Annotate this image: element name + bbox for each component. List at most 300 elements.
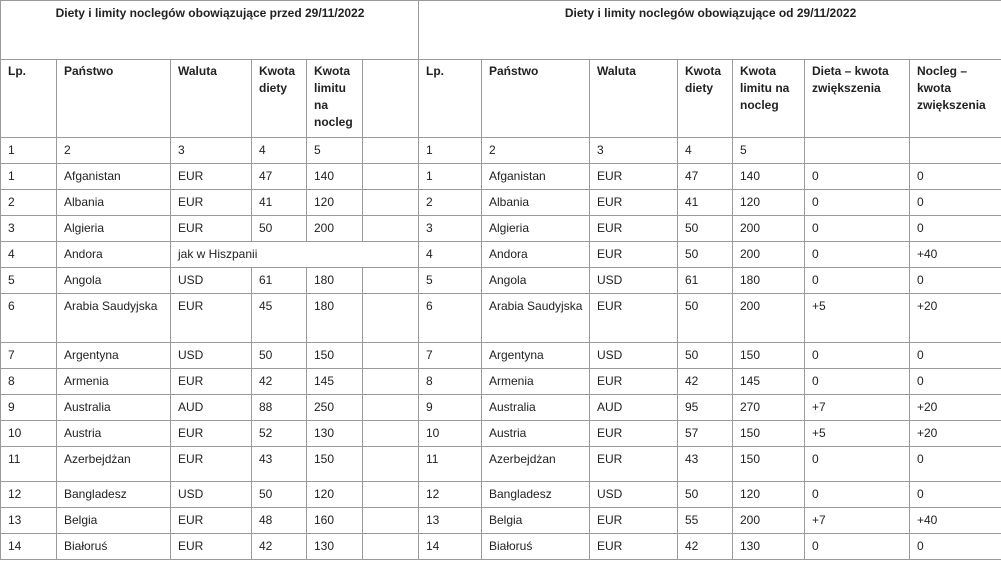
table-cell <box>57 508 171 534</box>
cell-text: 140 <box>740 169 761 183</box>
table-cell <box>590 508 678 534</box>
cell-text: 0 <box>812 247 819 261</box>
cell-text: +20 <box>917 426 938 440</box>
table-cell <box>171 421 252 447</box>
table-cell <box>1 447 57 482</box>
title-after-text: Diety i limity noclegów obowiązujące od 29/11/2022 <box>564 6 857 20</box>
table-cell <box>590 343 678 369</box>
table-cell <box>482 138 590 164</box>
table-cell <box>910 294 1001 343</box>
cell-text: EUR <box>597 169 623 183</box>
cell-text: Australia <box>489 400 536 414</box>
cell-text: 5 <box>314 143 321 157</box>
table-cell <box>482 216 590 242</box>
table-cell <box>733 164 805 190</box>
merged-cell <box>171 242 419 268</box>
cell-text: Afganistan <box>489 169 546 183</box>
cell-text: Arabia Saudyjska <box>64 299 158 313</box>
header-cell <box>252 60 307 138</box>
cell-text: EUR <box>597 513 623 527</box>
cell-text: Belgia <box>489 513 523 527</box>
table-cell <box>252 164 307 190</box>
cell-text: 11 <box>8 452 21 466</box>
header-cell <box>733 60 805 138</box>
cell-text: Azerbejdżan <box>64 452 131 466</box>
table-cell <box>252 268 307 294</box>
cell-text <box>363 482 418 490</box>
cell-text: 150 <box>314 348 335 362</box>
cell-text: 180 <box>314 273 335 287</box>
table-cell <box>419 164 482 190</box>
cell-text: 88 <box>259 400 273 414</box>
table-cell <box>419 421 482 447</box>
cell-text <box>363 216 418 224</box>
table-cell <box>678 343 733 369</box>
table-cell <box>307 343 363 369</box>
cell-text: Belgia <box>64 513 98 527</box>
table-cell <box>733 343 805 369</box>
cell-text: EUR <box>597 221 623 235</box>
table-cell <box>910 534 1001 560</box>
cell-text: Afganistan <box>64 169 121 183</box>
cell-text: EUR <box>178 513 204 527</box>
spacer-cell <box>363 343 419 369</box>
table-cell <box>910 216 1001 242</box>
cell-text: 41 <box>685 195 699 209</box>
cell-text: 0 <box>917 539 924 553</box>
cell-text: +5 <box>812 426 826 440</box>
cell-text: 3 <box>426 221 433 235</box>
cell-text: 1 <box>426 169 433 183</box>
table-cell <box>910 369 1001 395</box>
table-cell <box>805 294 910 343</box>
cell-text: 43 <box>259 452 273 466</box>
cell-text: 0 <box>812 195 819 209</box>
table-row <box>1 190 1001 216</box>
cell-text: 10 <box>8 426 22 440</box>
cell-text: jak w Hiszpanii <box>178 247 258 261</box>
table-cell <box>1 138 57 164</box>
cell-text: Angola <box>64 273 102 287</box>
cell-text: Bangladesz <box>64 487 127 501</box>
cell-text: Azerbejdżan <box>489 452 556 466</box>
cell-text: 8 <box>426 374 433 388</box>
table-row <box>1 508 1001 534</box>
cell-text: 2 <box>64 143 71 157</box>
cell-text <box>363 447 418 455</box>
title-after <box>419 1 1001 60</box>
cell-text <box>363 534 418 542</box>
spacer-cell <box>363 216 419 242</box>
cell-text: EUR <box>178 221 204 235</box>
cell-text: 0 <box>917 452 924 466</box>
table-cell <box>733 534 805 560</box>
cell-text: 150 <box>740 348 761 362</box>
cell-text: Algieria <box>64 221 105 235</box>
cell-text: 0 <box>917 221 924 235</box>
cell-text: 0 <box>812 221 819 235</box>
table-cell <box>419 138 482 164</box>
table-row <box>1 343 1001 369</box>
header-allowance-increase: Dieta – kwota zwiększenia <box>812 64 889 95</box>
table-cell <box>590 268 678 294</box>
cell-text: 200 <box>740 513 761 527</box>
cell-text: 130 <box>314 426 335 440</box>
cell-text: AUD <box>178 400 204 414</box>
cell-text: +40 <box>917 247 938 261</box>
table-cell <box>590 242 678 268</box>
cell-text: 50 <box>259 487 273 501</box>
table-cell <box>252 421 307 447</box>
cell-text: 0 <box>812 487 819 501</box>
table-cell <box>57 268 171 294</box>
spacer-cell <box>363 60 419 138</box>
table-cell <box>171 508 252 534</box>
table-cell <box>482 242 590 268</box>
cell-text: 3 <box>597 143 604 157</box>
header-lodging-after: Kwota limitu na nocleg <box>740 64 790 112</box>
table-cell <box>252 482 307 508</box>
cell-text: Algieria <box>489 221 530 235</box>
cell-text: 200 <box>740 299 761 313</box>
table-cell <box>482 482 590 508</box>
table-cell <box>171 268 252 294</box>
cell-text: 4 <box>259 143 266 157</box>
cell-text: 12 <box>426 487 440 501</box>
header-currency-after: Waluta <box>597 64 636 78</box>
table-row <box>1 268 1001 294</box>
table-cell <box>733 369 805 395</box>
table-cell <box>419 447 482 482</box>
cell-text: 150 <box>740 426 761 440</box>
table-row <box>1 534 1001 560</box>
cell-text: +20 <box>917 400 938 414</box>
table-row <box>1 447 1001 482</box>
cell-text: 13 <box>8 513 22 527</box>
table-cell <box>482 395 590 421</box>
table-cell <box>733 482 805 508</box>
header-country-before: Państwo <box>64 64 114 78</box>
table-cell <box>57 395 171 421</box>
table-cell <box>590 534 678 560</box>
cell-text: EUR <box>597 374 623 388</box>
cell-text: 2 <box>489 143 496 157</box>
cell-text: 9 <box>8 400 15 414</box>
header-cell <box>590 60 678 138</box>
cell-text: 4 <box>685 143 692 157</box>
table-cell <box>57 216 171 242</box>
cell-text: 47 <box>685 169 699 183</box>
table-cell <box>419 369 482 395</box>
table-cell <box>910 268 1001 294</box>
cell-text: 0 <box>917 487 924 501</box>
cell-text: Australia <box>64 400 111 414</box>
spacer-cell <box>363 268 419 294</box>
table-cell <box>252 190 307 216</box>
table-cell <box>252 343 307 369</box>
cell-text: 42 <box>259 539 273 553</box>
cell-text: USD <box>597 273 623 287</box>
table-cell <box>252 294 307 343</box>
spacer-cell <box>363 447 419 482</box>
table-cell <box>590 294 678 343</box>
spacer-cell <box>363 421 419 447</box>
table-cell <box>733 421 805 447</box>
table-cell <box>171 294 252 343</box>
table-cell <box>307 369 363 395</box>
cell-text: 5 <box>8 273 15 287</box>
table-cell <box>805 242 910 268</box>
cell-text: EUR <box>178 539 204 553</box>
table-cell <box>57 138 171 164</box>
table-cell <box>678 421 733 447</box>
table-cell <box>805 164 910 190</box>
table-cell <box>252 369 307 395</box>
cell-text: 2 <box>426 195 433 209</box>
table-cell <box>805 138 910 164</box>
table-cell <box>733 395 805 421</box>
cell-text: Białoruś <box>64 539 108 553</box>
table-cell <box>482 343 590 369</box>
cell-text: 3 <box>8 221 15 235</box>
table-cell <box>678 508 733 534</box>
cell-text: 1 <box>8 143 15 157</box>
table-cell <box>733 190 805 216</box>
cell-text: 61 <box>259 273 273 287</box>
table-cell <box>307 268 363 294</box>
table-cell <box>805 216 910 242</box>
table-cell <box>910 343 1001 369</box>
header-cell <box>910 60 1001 138</box>
table-cell <box>678 138 733 164</box>
table-cell <box>307 482 363 508</box>
table-cell <box>590 447 678 482</box>
table-cell <box>307 190 363 216</box>
table-cell <box>307 534 363 560</box>
cell-text: 120 <box>740 195 761 209</box>
cell-text: 130 <box>740 539 761 553</box>
cell-text: EUR <box>597 452 623 466</box>
cell-text: AUD <box>597 400 623 414</box>
cell-text <box>805 138 909 146</box>
title-before <box>1 1 419 60</box>
table-cell <box>1 268 57 294</box>
cell-text: Argentyna <box>489 348 544 362</box>
table-cell <box>590 138 678 164</box>
cell-text: 120 <box>314 195 335 209</box>
cell-text <box>363 395 418 403</box>
header-lodging-before: Kwota limitu na nocleg <box>314 64 353 129</box>
cell-text: EUR <box>597 426 623 440</box>
table-cell <box>419 268 482 294</box>
cell-text: 50 <box>685 487 699 501</box>
cell-text: 42 <box>259 374 273 388</box>
cell-text: 270 <box>740 400 761 414</box>
table-cell <box>252 138 307 164</box>
table-row <box>1 482 1001 508</box>
spacer-cell <box>363 482 419 508</box>
table-cell <box>482 268 590 294</box>
table-cell <box>1 164 57 190</box>
table-cell <box>678 395 733 421</box>
cell-text: 140 <box>314 169 335 183</box>
table-cell <box>805 482 910 508</box>
cell-text: USD <box>597 487 623 501</box>
table-cell <box>733 268 805 294</box>
table-cell <box>419 190 482 216</box>
table-cell <box>805 395 910 421</box>
cell-text: 0 <box>917 195 924 209</box>
cell-text: 50 <box>259 348 273 362</box>
cell-text: 52 <box>259 426 273 440</box>
cell-text: 57 <box>685 426 699 440</box>
table-cell <box>482 447 590 482</box>
table-cell <box>482 164 590 190</box>
table-cell <box>590 395 678 421</box>
cell-text: Andora <box>64 247 103 261</box>
table-cell <box>910 242 1001 268</box>
table-cell <box>252 447 307 482</box>
cell-text: 120 <box>314 487 335 501</box>
table-row <box>1 395 1001 421</box>
table-cell <box>482 190 590 216</box>
header-cell <box>1 60 57 138</box>
table-cell <box>590 421 678 447</box>
header-cell <box>678 60 733 138</box>
cell-text: 61 <box>685 273 699 287</box>
cell-text: 150 <box>740 452 761 466</box>
table-cell <box>419 294 482 343</box>
cell-text: 95 <box>685 400 699 414</box>
table-cell <box>419 395 482 421</box>
cell-text: 14 <box>426 539 440 553</box>
cell-text: 5 <box>426 273 433 287</box>
table-row <box>1 164 1001 190</box>
cell-text: Albania <box>64 195 105 209</box>
table-cell <box>482 369 590 395</box>
table-cell <box>590 482 678 508</box>
cell-text: 180 <box>740 273 761 287</box>
cell-text: 7 <box>426 348 433 362</box>
cell-text: 0 <box>812 348 819 362</box>
table-cell <box>307 395 363 421</box>
cell-text: EUR <box>178 299 204 313</box>
table-cell <box>678 242 733 268</box>
table-cell <box>482 534 590 560</box>
table-cell <box>910 190 1001 216</box>
table-cell <box>805 534 910 560</box>
cell-text: 7 <box>8 348 15 362</box>
table-cell <box>733 508 805 534</box>
table-cell <box>1 190 57 216</box>
cell-text: 250 <box>314 400 335 414</box>
cell-text: 50 <box>685 247 699 261</box>
cell-text: 145 <box>740 374 761 388</box>
table-cell <box>419 508 482 534</box>
cell-text: 150 <box>314 452 335 466</box>
table-cell <box>805 268 910 294</box>
table-cell <box>57 242 171 268</box>
table-row <box>1 294 1001 343</box>
table-cell <box>678 164 733 190</box>
table-cell <box>307 216 363 242</box>
spacer-cell <box>363 164 419 190</box>
header-cell <box>419 60 482 138</box>
table-cell <box>1 395 57 421</box>
cell-text: 50 <box>685 299 699 313</box>
table-cell <box>252 508 307 534</box>
cell-text: 2 <box>8 195 15 209</box>
header-allowance-after: Kwota diety <box>685 64 721 95</box>
cell-text <box>363 164 418 172</box>
cell-text: 200 <box>740 221 761 235</box>
table-cell <box>419 534 482 560</box>
cell-text: 14 <box>8 539 22 553</box>
cell-text: Andora <box>489 247 528 261</box>
cell-text: 43 <box>685 452 699 466</box>
cell-text: 48 <box>259 513 273 527</box>
spacer-cell <box>363 138 419 164</box>
cell-text: Argentyna <box>64 348 119 362</box>
table-cell <box>910 395 1001 421</box>
table-cell <box>733 294 805 343</box>
table-cell <box>1 421 57 447</box>
cell-text <box>363 190 418 198</box>
cell-text: Austria <box>64 426 102 440</box>
cell-text: Bangladesz <box>489 487 552 501</box>
spacer-cell <box>363 190 419 216</box>
cell-text: Arabia Saudyjska <box>489 299 583 313</box>
cell-text: EUR <box>178 169 204 183</box>
cell-text: 0 <box>917 169 924 183</box>
cell-text: 11 <box>426 452 439 466</box>
table-cell <box>307 138 363 164</box>
cell-text: EUR <box>597 247 623 261</box>
table-cell <box>678 369 733 395</box>
table-cell <box>733 138 805 164</box>
cell-text: +5 <box>812 299 826 313</box>
table-cell <box>57 164 171 190</box>
table-cell <box>678 447 733 482</box>
table-cell <box>678 216 733 242</box>
table-cell <box>307 294 363 343</box>
cell-text: 130 <box>314 539 335 553</box>
table-cell <box>805 190 910 216</box>
table-row <box>1 421 1001 447</box>
title-row <box>1 1 1001 60</box>
table-cell <box>57 369 171 395</box>
cell-text: Austria <box>489 426 527 440</box>
table-cell <box>678 534 733 560</box>
table-cell <box>910 138 1001 164</box>
cell-text: 1 <box>426 143 433 157</box>
cell-text: EUR <box>178 195 204 209</box>
cell-text: 0 <box>917 348 924 362</box>
table-cell <box>1 343 57 369</box>
table-cell <box>57 294 171 343</box>
cell-text: 0 <box>812 539 819 553</box>
table-cell <box>733 216 805 242</box>
cell-text: 0 <box>812 374 819 388</box>
header-cell <box>171 60 252 138</box>
cell-text: EUR <box>597 195 623 209</box>
cell-text: 0 <box>917 273 924 287</box>
table-cell <box>590 190 678 216</box>
table-cell <box>171 164 252 190</box>
table-cell <box>171 447 252 482</box>
table-row <box>1 369 1001 395</box>
table-cell <box>171 534 252 560</box>
